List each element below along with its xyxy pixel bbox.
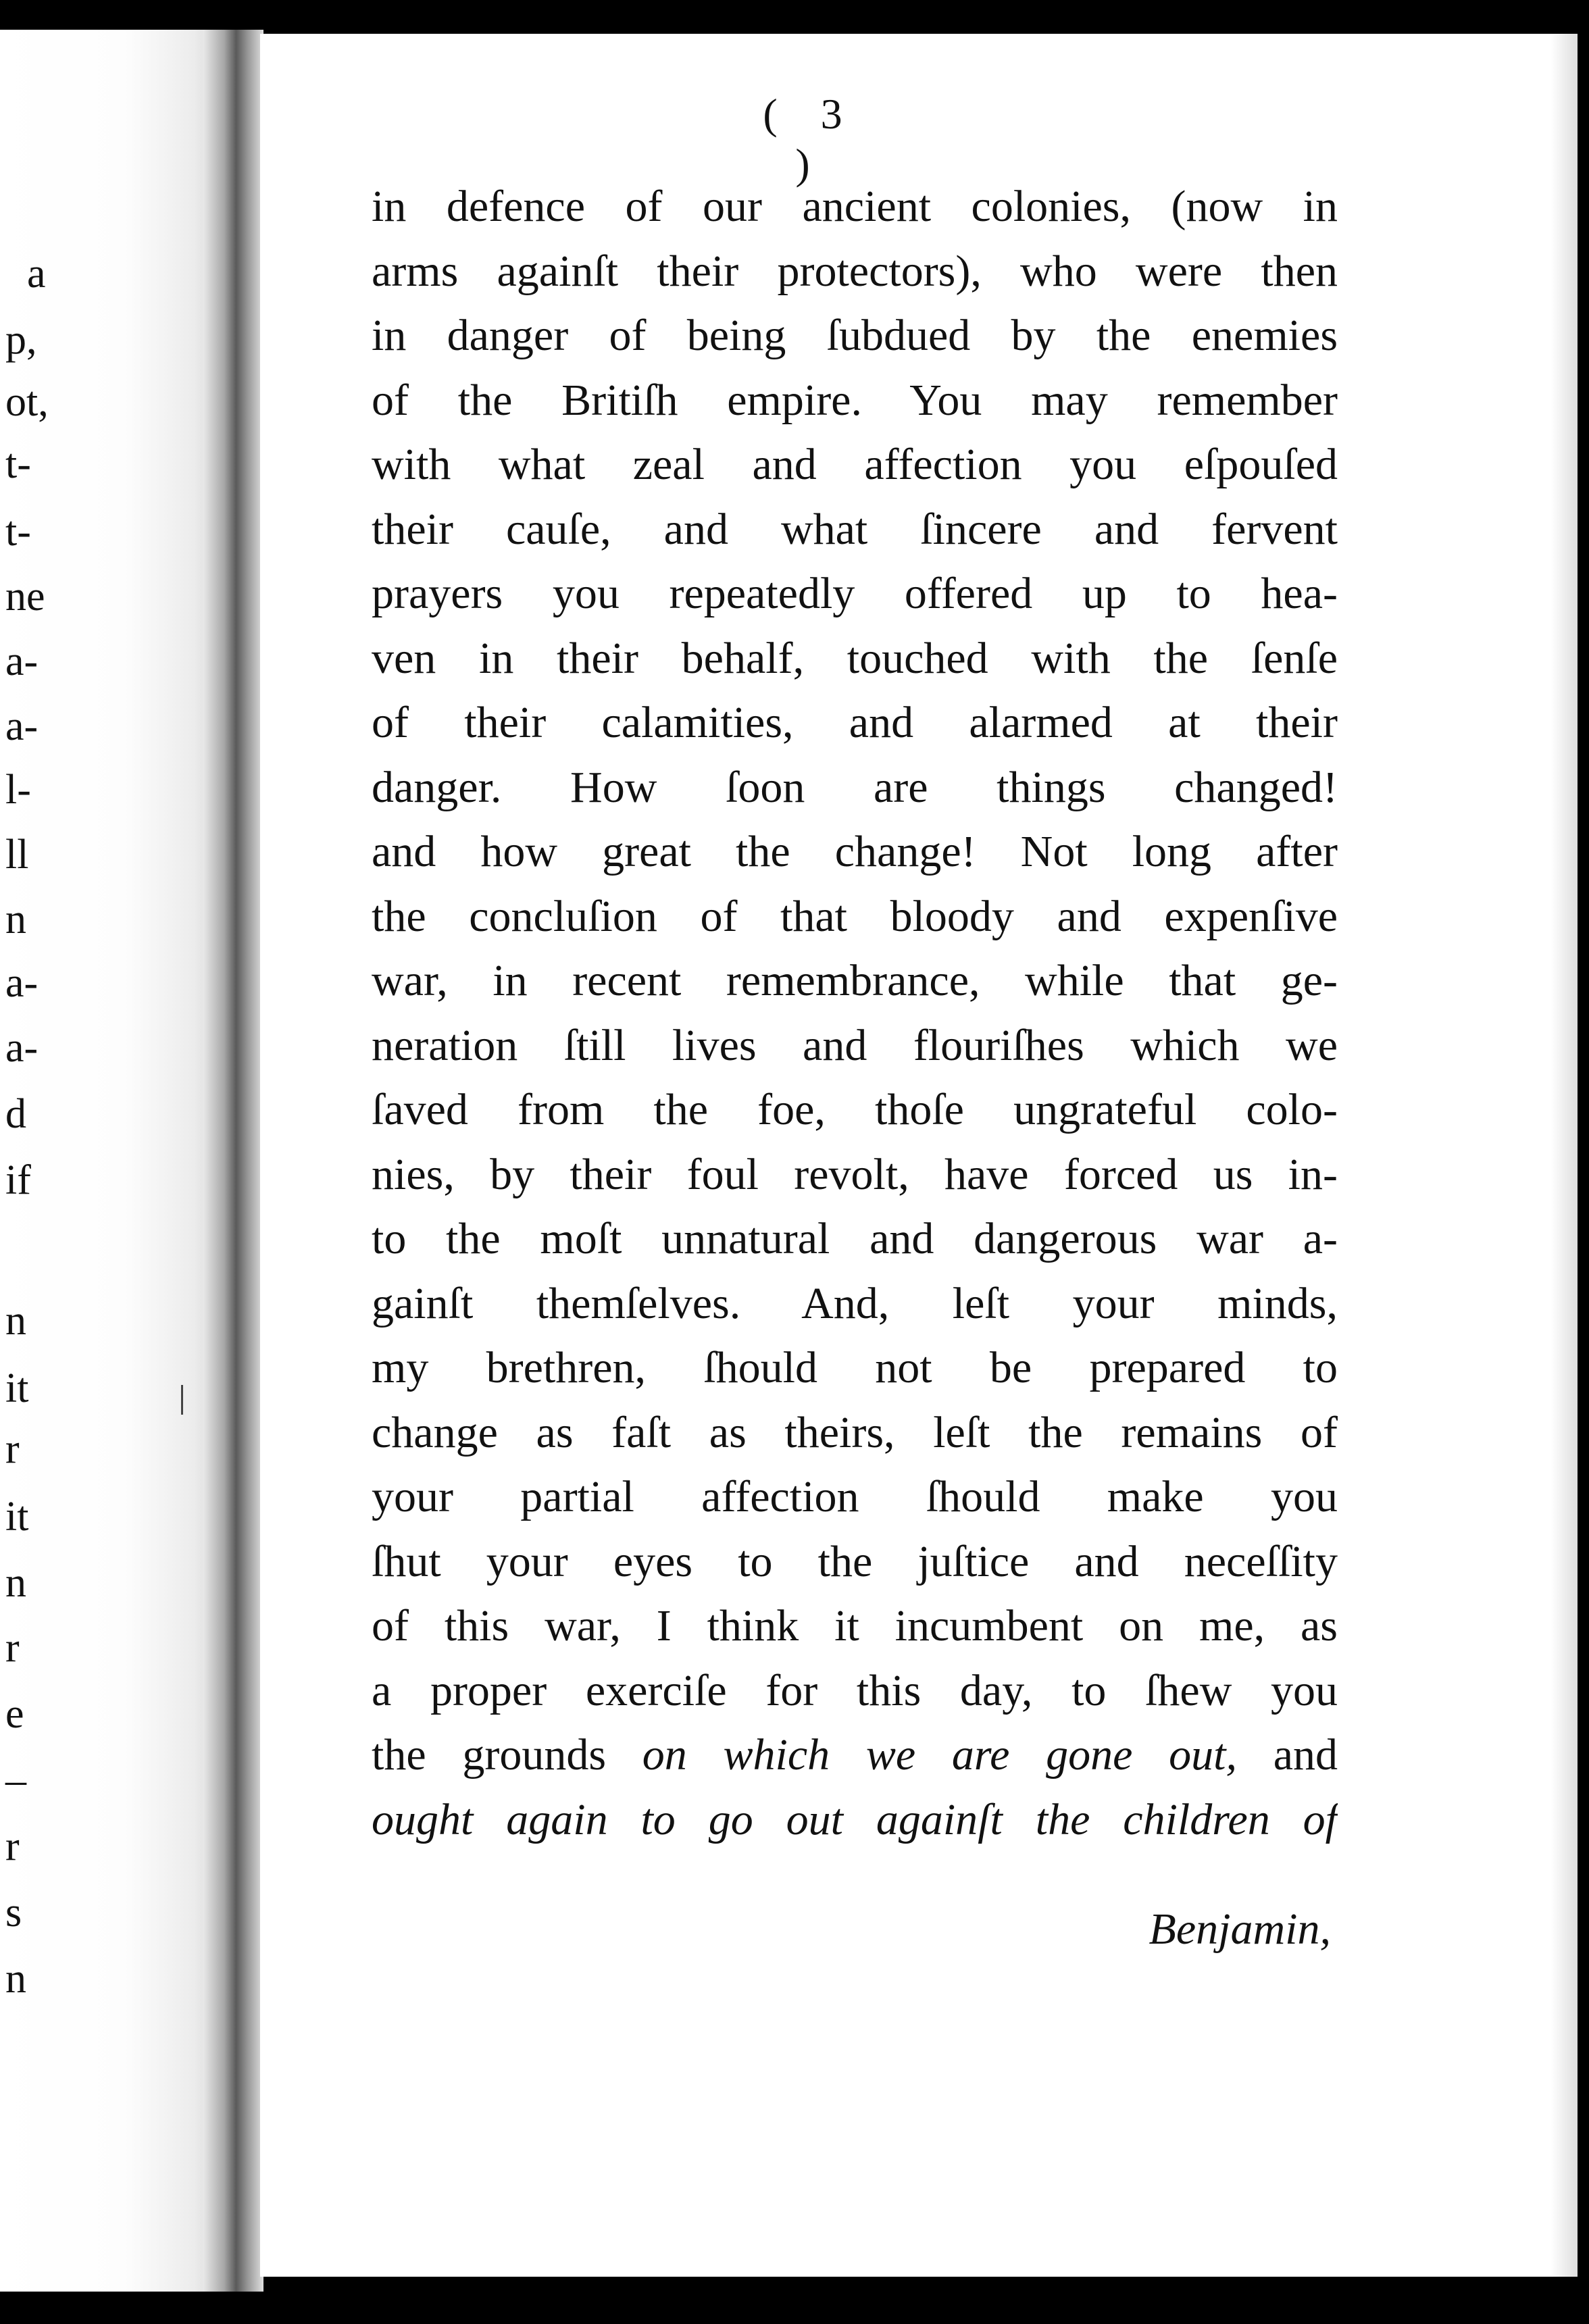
text-line-mixed	[372, 1723, 1338, 1788]
left-page-fragment: if	[5, 1157, 31, 1203]
left-page-fragment: a	[27, 251, 46, 297]
left-page-fragment: t-	[5, 509, 31, 555]
italic-quote: ought again to go out againſt	[372, 1794, 1003, 1844]
left-page-fragment: a-	[5, 638, 39, 684]
left-page-fragment: ot,	[5, 379, 49, 425]
left-page-fragment: –	[5, 1757, 26, 1803]
left-page-fragment: a-	[5, 960, 39, 1006]
text-line: of the Britiſh empire. You may remember	[372, 375, 1338, 425]
text-line: neration ſtill lives and flouriſhes which we	[372, 1020, 1338, 1070]
left-page-fragment: d	[5, 1091, 26, 1137]
text-line: a proper exerciſe for this day, to ſhew you	[372, 1665, 1338, 1715]
gutter-mark	[181, 1385, 183, 1415]
text-line: of this war, I think it incumbent on me, as	[372, 1601, 1338, 1650]
left-page-fragment: p,	[5, 317, 37, 363]
left-page-fragment: it	[5, 1365, 29, 1411]
left-page-fragment: t-	[5, 441, 31, 487]
italic-quote: on which we are gone out,	[642, 1730, 1237, 1779]
text-line: your partial affection ſhould make you	[372, 1472, 1338, 1521]
left-page-fragment: n	[5, 1298, 26, 1344]
left-page-fragment: r	[5, 1426, 20, 1472]
text-line: with what zeal and affection you eſpouſed	[372, 440, 1338, 489]
left-page-fragment: a-	[5, 1025, 39, 1071]
text-line: ven in their behalf, touched with the ſenſe	[372, 633, 1338, 683]
left-page-fragment: ll	[5, 832, 29, 878]
text-line: arms againſt their protectors), who were then	[372, 246, 1338, 296]
left-page-fragment: a-	[5, 703, 39, 749]
left-page-fragment: s	[5, 1890, 22, 1936]
text-line: their cauſe, and what ſincere and fervent	[372, 504, 1338, 554]
catchword: Benjamin,	[1149, 1904, 1331, 1954]
text-line: of their calamities, and alarmed at their	[372, 698, 1338, 747]
text-line: change as faſt as theirs, leſt the remains of	[372, 1407, 1338, 1457]
left-page-fragment: e	[5, 1691, 24, 1737]
text-line: my brethren, ſhould not be prepared to	[372, 1343, 1338, 1392]
book-gutter	[203, 30, 263, 2292]
text-line: prayers you repeatedly offered up to hea-	[372, 569, 1338, 618]
text-line: to the moſt unnatural and dangerous war a-	[372, 1214, 1338, 1263]
left-page-fragment: r	[5, 1823, 20, 1869]
left-page-fragment: it	[5, 1494, 29, 1540]
text-segment: and	[1273, 1730, 1338, 1779]
body-text	[372, 174, 1338, 1852]
left-page-fragment: l-	[5, 767, 31, 813]
left-page-fragment: n	[5, 896, 26, 942]
left-page-edge	[0, 30, 228, 2292]
text-line: danger. How ſoon are things changed!	[372, 762, 1338, 812]
text-line: gainſt themſelves. And, leſt your minds,	[372, 1278, 1338, 1328]
text-line: ſhut your eyes to the juſtice and neceſſity	[372, 1536, 1338, 1586]
text-line: and how great the change! Not long after	[372, 827, 1338, 876]
left-page-fragment: r	[5, 1625, 20, 1671]
text-segment: the grounds	[372, 1730, 607, 1779]
left-page-fragment: ne	[5, 574, 45, 620]
text-line: war, in recent remembrance, while that ge-	[372, 956, 1338, 1005]
page-number-header: ( 3 )	[763, 90, 859, 188]
text-line: the concluſion of that bloody and expenſive	[372, 891, 1338, 941]
left-page-fragment: n	[5, 1956, 26, 2002]
left-page-fragment: n	[5, 1560, 26, 1606]
text-line: ſaved from the foe, thoſe ungrateful colo-	[372, 1085, 1338, 1134]
text-line-italic	[372, 1788, 1338, 1852]
text-line: in danger of being ſubdued by the enemies	[372, 311, 1338, 360]
text-line: in defence of our ancient colonies, (now in	[372, 182, 1338, 231]
italic-quote: the children of	[1035, 1794, 1338, 1844]
text-line: nies, by their foul revolt, have forced us in-	[372, 1149, 1338, 1199]
